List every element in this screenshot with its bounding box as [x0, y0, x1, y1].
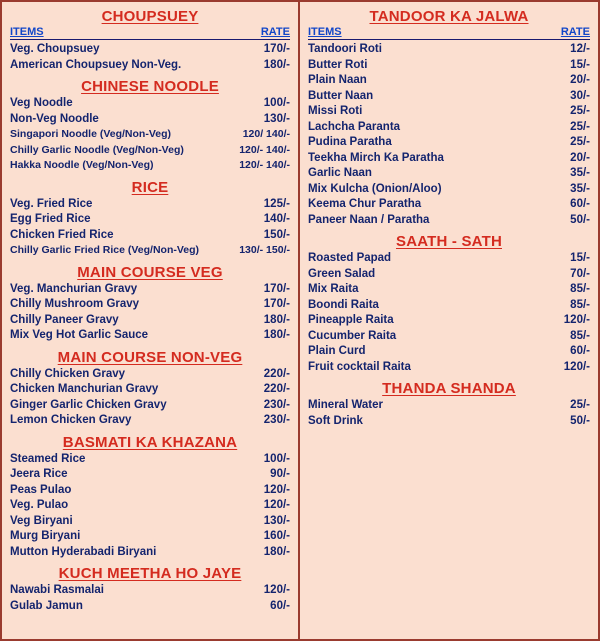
menu-item-name: Chilly Mushroom Gravy — [10, 298, 140, 310]
menu-item-name: Ginger Garlic Chicken Gravy — [10, 398, 167, 411]
menu-column-left — [2, 2, 300, 639]
menu-item-price: 70/- — [570, 267, 590, 280]
menu-item-price: 120/ 140/- — [242, 128, 290, 140]
menu-item-name: Plain Naan — [308, 74, 367, 86]
menu-item-row — [308, 414, 590, 430]
menu-item-name: Steamed Rice — [10, 452, 86, 465]
menu-item-name: Boondi Raita — [308, 298, 379, 311]
menu-item-name: Garlic Naan — [308, 167, 372, 179]
menu-item-name: Veg Biryani — [10, 514, 73, 527]
menu-item-price: 15/- — [570, 58, 590, 71]
menu-item-row — [10, 514, 290, 530]
menu-item-name: Egg Fried Rice — [10, 213, 91, 225]
menu-item-price: 140/- — [263, 213, 290, 225]
menu-item-list — [308, 42, 590, 228]
section-title: BASMATI KA KHAZANA — [62, 433, 238, 451]
menu-item-price: 35/- — [570, 167, 590, 179]
menu-item-row — [308, 104, 590, 120]
menu-item-name: Nawabi Rasmalai — [10, 584, 104, 596]
menu-item-row — [10, 127, 290, 143]
menu-item-row — [10, 599, 290, 615]
section-title: RICE — [131, 178, 169, 196]
menu-item-row — [10, 382, 290, 398]
menu-item-price: 25/- — [570, 120, 590, 133]
menu-item-name: Veg. Choupsuey — [10, 43, 100, 55]
menu-item-row — [308, 282, 590, 298]
menu-item-row — [10, 583, 290, 599]
menu-item-name: Veg. Pulao — [10, 499, 69, 511]
menu-item-list — [308, 251, 590, 375]
section-title: MAIN COURSE VEG — [77, 263, 223, 281]
menu-item-price: 120/- — [263, 584, 290, 596]
menu-item-name: Teekha Mirch Ka Paratha — [308, 151, 444, 164]
menu-item-name: Mineral Water — [308, 399, 383, 411]
section-column-headers — [308, 26, 590, 40]
menu-item-price: 160/- — [263, 530, 290, 542]
menu-item-name: Mutton Hyderabadi Biryani — [10, 545, 157, 558]
menu-item-row — [308, 344, 590, 360]
menu-item-row — [10, 545, 290, 561]
menu-item-row — [308, 58, 590, 74]
section-title: CHINESE NOODLE — [81, 78, 219, 95]
menu-item-name: Peas Pulao — [10, 483, 72, 496]
menu-item-name: Chicken Fried Rice — [10, 228, 114, 241]
menu-item-row — [10, 367, 290, 383]
menu-item-name: Cucumber Raita — [308, 329, 397, 342]
column-header-item: ITEMS — [10, 26, 44, 38]
menu-item-price: 90/- — [270, 468, 290, 480]
menu-item-name: Pudina Paratha — [308, 136, 392, 148]
menu-item-list — [10, 42, 290, 73]
menu-item-row — [10, 143, 290, 159]
menu-item-price: 60/- — [270, 599, 290, 612]
menu-item-row — [308, 135, 590, 151]
menu-item-row — [10, 228, 290, 244]
menu-item-price: 180/- — [263, 329, 290, 341]
menu-item-name: Butter Roti — [308, 58, 368, 71]
menu-item-name: Plain Curd — [308, 345, 366, 357]
menu-item-name: Chilly Chicken Gravy — [10, 367, 126, 380]
menu-item-price: 25/- — [570, 399, 590, 411]
menu-item-row — [308, 298, 590, 314]
menu-item-list — [10, 583, 290, 614]
menu-item-name: Jeera Rice — [10, 468, 68, 480]
menu-item-row — [308, 151, 590, 167]
menu-item-list — [10, 197, 290, 259]
menu-item-name: Chilly Garlic Fried Rice (Veg/Non-Veg) — [10, 244, 200, 256]
menu-item-price: 170/- — [263, 43, 290, 55]
menu-item-price: 120/- — [563, 360, 590, 373]
menu-item-name: Veg Noodle — [10, 97, 73, 109]
menu-item-name: Singapori Noodle (Veg/Non-Veg) — [10, 128, 172, 140]
menu-item-row — [10, 529, 290, 545]
menu-item-price: 170/- — [263, 282, 290, 295]
column-header-rate: RATE — [560, 26, 590, 38]
menu-item-price: 50/- — [570, 213, 590, 226]
menu-item-price: 230/- — [263, 398, 290, 411]
menu-item-list — [308, 398, 590, 429]
menu-item-row — [308, 89, 590, 105]
menu-item-row — [10, 58, 290, 74]
menu-item-name: Mix Veg Hot Garlic Sauce — [10, 329, 149, 341]
menu-item-row — [10, 413, 290, 429]
menu-item-name: Chilly Garlic Noodle (Veg/Non-Veg) — [10, 143, 184, 156]
menu-item-price: 120/- — [563, 314, 590, 326]
menu-item-name: Roasted Papad — [308, 252, 392, 264]
menu-item-name: Fruit cocktail Raita — [308, 360, 411, 373]
menu-item-row — [308, 313, 590, 329]
menu-item-row — [308, 360, 590, 376]
menu-item-price: 25/- — [570, 105, 590, 117]
menu-item-price: 60/- — [570, 345, 590, 357]
menu-item-row — [10, 452, 290, 468]
menu-item-name: Non-Veg Noodle — [10, 112, 99, 125]
menu-item-price: 120/- 140/- — [239, 159, 290, 171]
menu-item-row — [308, 120, 590, 136]
menu-item-price: 85/- — [570, 329, 590, 342]
menu-item-row — [10, 282, 290, 298]
menu-item-price: 120/- — [263, 499, 290, 511]
menu-item-row — [308, 73, 590, 89]
menu-item-row — [10, 297, 290, 313]
menu-item-price: 125/- — [263, 197, 290, 210]
menu-item-price: 60/- — [570, 198, 590, 210]
menu-item-name: Keema Chur Paratha — [308, 198, 422, 210]
menu-item-row — [10, 158, 290, 174]
menu-item-row — [10, 197, 290, 213]
menu-item-row — [308, 213, 590, 229]
menu-item-price: 20/- — [570, 151, 590, 164]
menu-item-row — [308, 251, 590, 267]
menu-item-name: Lachcha Paranta — [308, 120, 401, 133]
menu-item-price: 20/- — [570, 74, 590, 86]
menu-item-row — [10, 112, 290, 128]
menu-item-row — [10, 313, 290, 329]
menu-item-price: 85/- — [570, 298, 590, 311]
menu-item-price: 100/- — [263, 97, 290, 109]
menu-item-price: 180/- — [263, 545, 290, 558]
menu-item-name: Gulab Jamun — [10, 599, 83, 612]
menu-item-row — [308, 42, 590, 58]
section-title: THANDA SHANDA — [382, 380, 516, 397]
menu-item-price: 130/- — [263, 112, 290, 125]
menu-item-list — [10, 96, 290, 174]
menu-column-right — [300, 2, 598, 639]
menu-item-price: 100/- — [263, 452, 290, 465]
menu-item-row — [10, 96, 290, 112]
menu-item-name: Mix Raita — [308, 283, 359, 295]
menu-item-name: Paneer Naan / Paratha — [308, 213, 430, 226]
menu-item-price: 120/- 140/- — [239, 143, 290, 156]
menu-item-list — [10, 452, 290, 561]
menu-item-row — [308, 197, 590, 213]
section-column-headers — [10, 26, 290, 40]
menu-item-row — [308, 398, 590, 414]
menu-item-price: 220/- — [263, 383, 290, 395]
section-title: MAIN COURSE NON-VEG — [57, 348, 243, 366]
menu-item-price: 180/- — [263, 58, 290, 71]
menu-item-row — [10, 212, 290, 228]
menu-item-name: Soft Drink — [308, 414, 363, 427]
menu-item-row — [10, 243, 290, 259]
menu-item-price: 12/- — [570, 43, 590, 55]
section-title: SAATH - SATH — [395, 233, 502, 250]
menu-item-name: Missi Roti — [308, 105, 363, 117]
section-title: KUCH MEETHA HO JAYE — [58, 565, 242, 582]
menu-item-price: 15/- — [570, 252, 590, 264]
menu-item-price: 30/- — [570, 89, 590, 102]
menu-item-name: Pineapple Raita — [308, 314, 394, 326]
column-header-rate: RATE — [260, 26, 290, 38]
menu-item-name: Tandoori Roti — [308, 43, 382, 55]
menu-item-name: Green Salad — [308, 267, 376, 280]
menu-item-row — [10, 498, 290, 514]
section-title: TANDOOR KA JALWA — [369, 8, 529, 25]
menu-item-row — [308, 166, 590, 182]
menu-item-row — [10, 483, 290, 499]
menu-item-list — [10, 282, 290, 344]
menu-item-price: 50/- — [570, 414, 590, 427]
menu-item-price: 180/- — [263, 313, 290, 326]
menu-item-price: 120/- — [263, 483, 290, 496]
menu-item-name: Hakka Noodle (Veg/Non-Veg) — [10, 159, 154, 171]
menu-item-name: Chilly Paneer Gravy — [10, 313, 119, 326]
menu-item-name: Veg. Manchurian Gravy — [10, 282, 138, 295]
menu-item-name: Veg. Fried Rice — [10, 197, 93, 210]
menu-item-name: Mix Kulcha (Onion/Aloo) — [308, 182, 442, 195]
menu-item-name: Lemon Chicken Gravy — [10, 414, 132, 426]
menu-item-price: 220/- — [263, 367, 290, 380]
section-title: CHOUPSUEY — [101, 8, 199, 25]
menu-item-row — [10, 42, 290, 58]
menu-item-price: 130/- — [263, 514, 290, 527]
menu-item-price: 85/- — [570, 283, 590, 295]
menu-item-price: 170/- — [263, 298, 290, 310]
menu-item-price: 150/- — [263, 228, 290, 241]
menu-item-price: 35/- — [570, 182, 590, 195]
menu-item-price: 25/- — [570, 136, 590, 148]
column-header-item: ITEMS — [308, 26, 342, 38]
menu-item-row — [10, 328, 290, 344]
menu-item-price: 130/- 150/- — [239, 244, 290, 256]
menu-item-name: Murg Biryani — [10, 530, 81, 542]
menu-item-price: 230/- — [263, 414, 290, 426]
menu-item-row — [10, 467, 290, 483]
menu-item-row — [308, 182, 590, 198]
menu-item-row — [308, 267, 590, 283]
menu-item-name: Butter Naan — [308, 89, 374, 102]
menu-item-name: American Choupsuey Non-Veg. — [10, 58, 182, 71]
menu-item-row — [308, 329, 590, 345]
menu-item-row — [10, 398, 290, 414]
menu-item-list — [10, 367, 290, 429]
menu-item-name: Chicken Manchurian Gravy — [10, 383, 159, 395]
